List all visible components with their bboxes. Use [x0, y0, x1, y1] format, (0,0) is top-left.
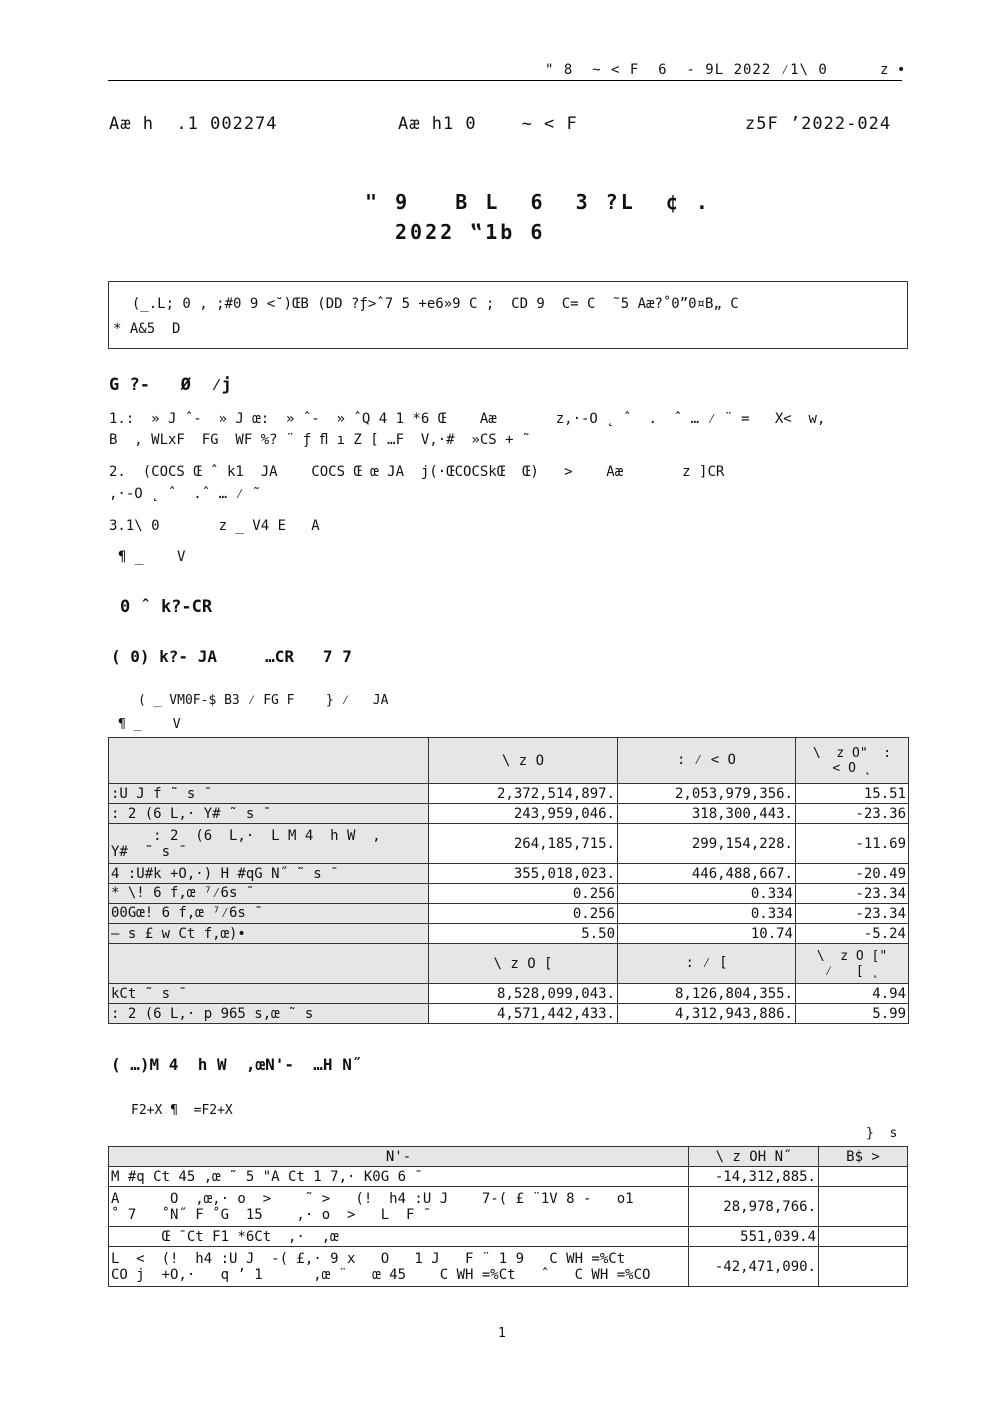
stock-abbr: Aæ h1 0 ~ < F — [398, 114, 578, 134]
paragraph-1b: B , WLxF FG WF %? ¨ ƒ ﬂ ı Z [ …F V,·# »CS + ˜ — [109, 432, 531, 448]
table-header-cell: \ z O [" ⁄ [ ˛ — [796, 944, 909, 984]
table-cell: 4 :U#k +O,·) H #qG N˝ ˜ s ˉ — [109, 864, 429, 884]
table-cell: -23.36 — [796, 804, 909, 824]
table-header-cell — [109, 738, 429, 784]
table-cell: M #q Ct 45 ,œ ˜ 5 "A Ct 1 7,· K0G 6 ˉ — [109, 1167, 689, 1187]
table-header-cell — [109, 944, 429, 984]
table-header-cell: B$ > — [819, 1147, 908, 1167]
table1-note-1: ( _ VM0F-$ B3 ⁄ FG F } ⁄ JA — [138, 693, 389, 708]
table-row — [109, 924, 909, 944]
table-cell: :U J f ˜ s ˉ — [109, 784, 429, 804]
stock-code: Aæ h .1 002274 — [109, 114, 278, 134]
table-cell: 10.74 — [618, 924, 796, 944]
table-cell: 0.256 — [429, 904, 618, 924]
non-recurring-table — [108, 1146, 908, 1287]
table-cell: 28,978,766. — [689, 1187, 819, 1227]
financial-table — [108, 737, 909, 1024]
table-row — [109, 984, 909, 1004]
table-row — [109, 884, 909, 904]
table-cell: 00Gœ! 6 f,œ ⁷⁄6s ˉ — [109, 904, 429, 924]
section2-heading: 0 ˆ k?-CR — [120, 597, 213, 617]
table-cell: kCt ˜ s ˉ — [109, 984, 429, 1004]
table-header-row — [109, 944, 909, 984]
table-cell: : 2 (6 L,· p 965 s,œ ˜ s — [109, 1004, 429, 1024]
table-header-cell: : ⁄ [ — [618, 944, 796, 984]
table-cell: : 2 (6 L,· L M 4 h W , Y# ˜ s ˉ — [109, 824, 429, 864]
table-cell: -11.69 — [796, 824, 909, 864]
paragraph-3a: 3.1\ 0 z _ V4 E A — [109, 518, 320, 534]
doc-title-line2: 2022 ‟1b 6 — [395, 220, 546, 244]
header-rule — [108, 80, 902, 81]
table-header-row — [109, 1147, 908, 1167]
table2-unit: } s — [866, 1126, 898, 1141]
table-row — [109, 864, 909, 884]
table-row — [109, 1167, 908, 1187]
table-row — [109, 1247, 908, 1287]
table2-note: F2+X ¶ =F2+X — [131, 1103, 233, 1118]
paragraph-2b: ,·-O ˛ ˆ .ˆ … ⁄ ˜ — [109, 486, 261, 502]
table-cell: -5.24 — [796, 924, 909, 944]
table-cell: 4.94 — [796, 984, 909, 1004]
table-cell: Œ ˉCt F1 *6Ct ,· ,œ — [109, 1227, 689, 1247]
table-row — [109, 784, 909, 804]
table-cell — [819, 1167, 908, 1187]
page-header-right: z • — [880, 62, 906, 78]
table-header-cell: N'- — [109, 1147, 689, 1167]
table-cell: 0.334 — [618, 884, 796, 904]
section1-heading: G ?- Ø ⁄j — [109, 375, 232, 395]
paragraph-1a: 1.: » J ˆ- » J œ: » ˆ- » ˆQ 4 1 *6 Œ Aæ z,·-O ˛ ˆ . ˆ … ⁄ ¨ = X< w, — [109, 411, 826, 427]
subsection1-heading: ( 0) k?- JA …CR 7 7 — [111, 647, 352, 666]
table-cell — [819, 1247, 908, 1287]
paragraph-2a: 2. (COCS Œ ˆ k1 JA COCS Œ œ JA j(·ŒCOCSkŒ Œ) > Aæ z ]CR — [109, 464, 725, 480]
table-cell: : 2 (6 L,· Y# ˜ s ˉ — [109, 804, 429, 824]
table-cell: -14,312,885. — [689, 1167, 819, 1187]
notice-box — [108, 281, 908, 349]
announcement-number: z5F ’2022-024 — [745, 114, 892, 134]
table-row — [109, 1227, 908, 1247]
table-header-cell: \ z O — [429, 738, 618, 784]
table-cell: 5.50 — [429, 924, 618, 944]
table-header-cell: \ z OH N˝ — [689, 1147, 819, 1167]
table-cell: — s £ w Ct f,œ)• — [109, 924, 429, 944]
table-cell: 551,039.4 — [689, 1227, 819, 1247]
table-cell: 2,372,514,897. — [429, 784, 618, 804]
doc-title-line1: " 9 B L 6 3 ?L ¢ . — [365, 190, 711, 214]
table-cell — [819, 1227, 908, 1247]
table-cell: -20.49 — [796, 864, 909, 884]
table-header-cell: \ z O [ — [429, 944, 618, 984]
table1-note-2: ¶ _ V — [118, 717, 181, 732]
table-cell: 4,571,442,433. — [429, 1004, 618, 1024]
table-header-cell: \ z O" : < O ˛ — [796, 738, 909, 784]
table-cell: 299,154,228. — [618, 824, 796, 864]
subsection2-heading: ( …)M 4 h W ,œN'- …H N˝ — [111, 1055, 362, 1074]
table-cell: 0.256 — [429, 884, 618, 904]
table-header-row — [109, 738, 909, 784]
page-header: " 8 ~ < F 6 - 9L 2022 ⁄1\ 0 — [545, 62, 828, 78]
table-row — [109, 1187, 908, 1227]
table-row — [109, 824, 909, 864]
table-cell: 264,185,715. — [429, 824, 618, 864]
table-cell: L < (! h4 :U J -( £,· 9 x O 1 J F ¨ 1 9 C WH =%Ct CO j +O,· q ’ 1 ,œ ¨ œ 45 C WH =%Ct ˆ C WH =%CO — [109, 1247, 689, 1287]
table-cell: 0.334 — [618, 904, 796, 924]
table-cell: * \! 6 f,œ ⁷⁄6s ˉ — [109, 884, 429, 904]
table-cell — [819, 1187, 908, 1227]
table-cell: -23.34 — [796, 884, 909, 904]
table-cell: -23.34 — [796, 904, 909, 924]
table-cell: 5.99 — [796, 1004, 909, 1024]
table-cell: 15.51 — [796, 784, 909, 804]
table-cell: 8,528,099,043. — [429, 984, 618, 1004]
table-row — [109, 804, 909, 824]
table-cell: -42,471,090. — [689, 1247, 819, 1287]
table-cell: 243,959,046. — [429, 804, 618, 824]
table-cell: 2,053,979,356. — [618, 784, 796, 804]
notice-line2: * A&5 D — [113, 321, 181, 337]
table-cell: 4,312,943,886. — [618, 1004, 796, 1024]
table-header-cell: : ⁄ < O — [618, 738, 796, 784]
table-cell: 446,488,667. — [618, 864, 796, 884]
page-number: 1 — [498, 1326, 506, 1341]
table-cell: 8,126,804,355. — [618, 984, 796, 1004]
table-cell: 318,300,443. — [618, 804, 796, 824]
table-cell: 355,018,023. — [429, 864, 618, 884]
table-cell: A O ,œ,· o > ˜ > (! h4 :U J 7-( £ ¨1V 8 - o1 ˚ 7 ˚N˝ F ˚G 15 ,· o > L F ˉ — [109, 1187, 689, 1227]
paragraph-3b: ¶ _ V — [118, 549, 186, 565]
notice-line1: (_.L; 0 , ;#0 9 <˘)ŒB (DD ?ƒ>ˆ7 5 +e6»9 C ; CD 9 C= C ˜5 Aæ?˚0”0¤B„ C — [115, 296, 739, 312]
table-row — [109, 1004, 909, 1024]
table-row — [109, 904, 909, 924]
